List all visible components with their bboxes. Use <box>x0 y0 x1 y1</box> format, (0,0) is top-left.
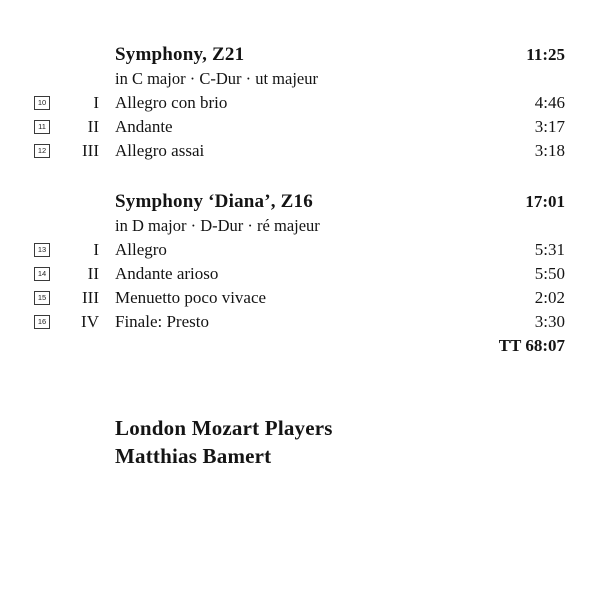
track-number: 10 <box>37 98 47 108</box>
work-duration: 11:25 <box>526 45 565 64</box>
track-number: 13 <box>37 245 47 255</box>
track-number-box <box>34 96 50 110</box>
movements <box>0 91 600 163</box>
track-number: 16 <box>37 317 47 327</box>
work-title: Symphony ‘Diana’, Z16 <box>115 191 313 212</box>
movement-numeral: IV <box>81 312 99 331</box>
track-box-cell <box>34 267 50 281</box>
track-number-box <box>34 315 50 329</box>
track-number-box <box>34 144 50 158</box>
work-title-row <box>0 42 600 68</box>
track-box-cell <box>34 291 50 305</box>
movement-title: Andante arioso <box>115 264 219 283</box>
movement-row <box>0 115 600 139</box>
track-number: 14 <box>37 269 47 279</box>
movement-title: Allegro <box>115 240 167 259</box>
track-number-box <box>34 120 50 134</box>
performer-orchestra: London Mozart Players <box>115 416 333 440</box>
work-title: Symphony, Z21 <box>115 44 245 65</box>
works <box>0 42 600 334</box>
work-section <box>0 189 600 334</box>
track-number: 11 <box>38 122 46 132</box>
movement-numeral: III <box>82 288 99 307</box>
performer-conductor: Matthias Bamert <box>115 444 272 468</box>
movement-row <box>0 238 600 262</box>
movement-title: Finale: Presto <box>115 312 209 331</box>
movement-time: 4:46 <box>534 93 565 112</box>
movement-time: 3:17 <box>534 117 565 136</box>
movement-time: 5:50 <box>534 264 565 283</box>
movement-time: 5:31 <box>534 240 565 259</box>
track-box-cell <box>34 315 50 329</box>
track-number: 12 <box>37 146 47 156</box>
work-section <box>0 42 600 163</box>
movement-row <box>0 310 600 334</box>
work-title-row <box>0 189 600 215</box>
movement-numeral: II <box>87 117 99 136</box>
track-number-box <box>34 267 50 281</box>
track-box-cell <box>34 120 50 134</box>
movement-title: Menuetto poco vivace <box>115 288 267 307</box>
movement-row <box>0 139 600 163</box>
movement-numeral: I <box>93 93 99 112</box>
track-number-box <box>34 243 50 257</box>
movement-time: 3:30 <box>534 312 565 331</box>
track-number-box <box>34 291 50 305</box>
movements <box>0 238 600 334</box>
movement-time: 3:18 <box>534 141 565 160</box>
movement-row <box>0 262 600 286</box>
track-box-cell <box>34 144 50 158</box>
movement-numeral: III <box>82 141 99 160</box>
movement-row <box>0 286 600 310</box>
work-duration: 17:01 <box>525 192 565 211</box>
movement-numeral: I <box>93 240 99 259</box>
movement-row <box>0 91 600 115</box>
performers <box>0 414 600 470</box>
movement-title: Andante <box>115 117 173 136</box>
movement-title: Allegro con brio <box>115 93 228 112</box>
track-box-cell <box>34 243 50 257</box>
movement-numeral: II <box>87 264 99 283</box>
movement-time: 2:02 <box>534 288 565 307</box>
track-box-cell <box>34 96 50 110</box>
movement-title: Allegro assai <box>115 141 205 160</box>
work-subtitle: in D major · D-Dur · ré majeur <box>115 216 320 235</box>
total-time: TT 68:07 <box>498 336 565 355</box>
work-subtitle: in C major · C-Dur · ut majeur <box>115 69 318 88</box>
track-number: 15 <box>37 293 47 303</box>
